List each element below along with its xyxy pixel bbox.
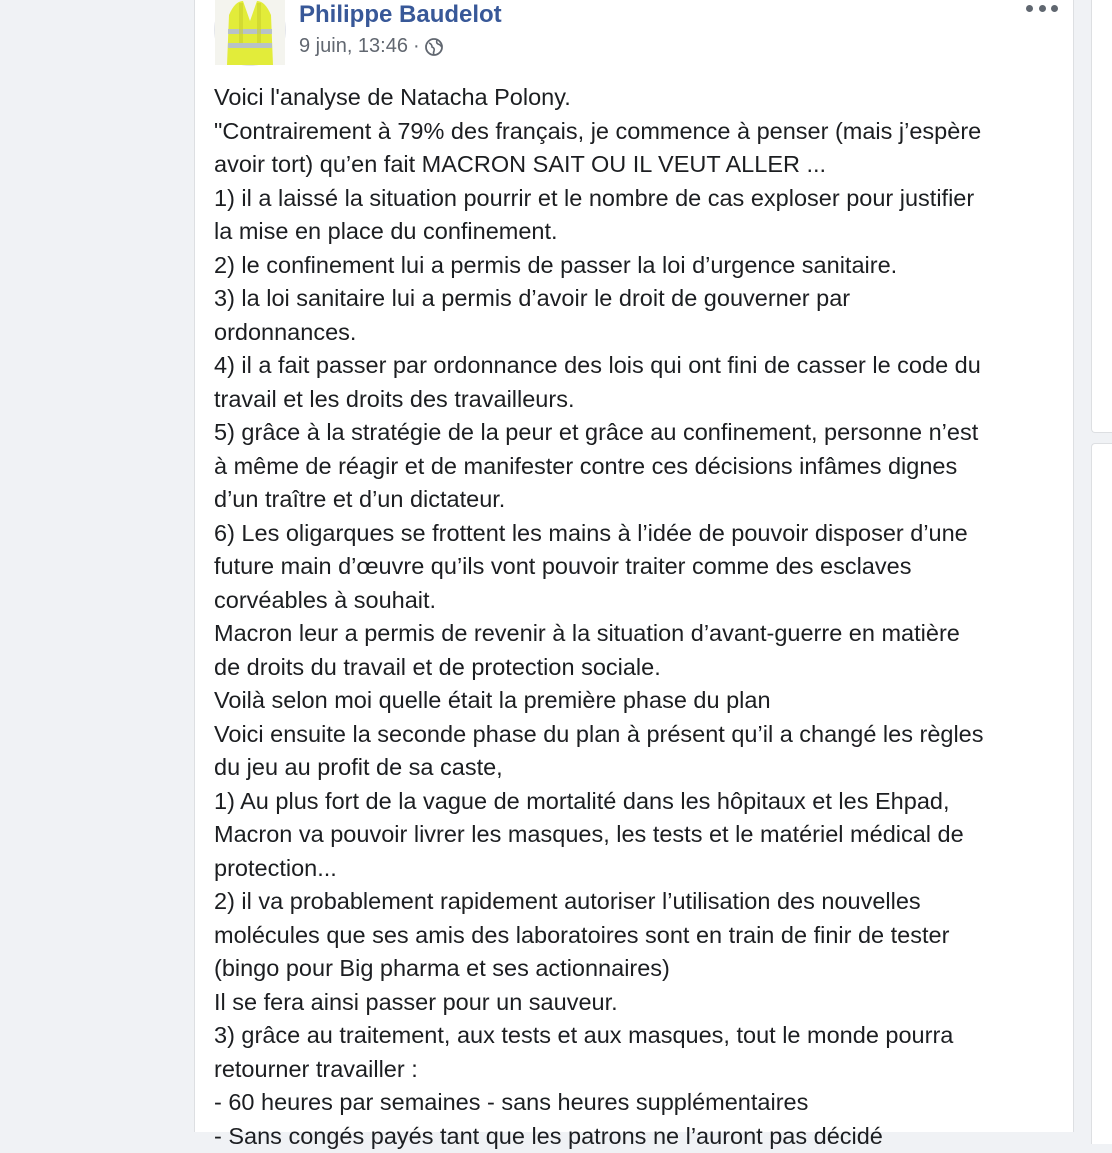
more-options-icon[interactable] [1026, 0, 1058, 16]
post-text-line: protection... [214, 852, 1064, 886]
post-text-line: d’un traître et d’un dictateur. [214, 483, 1064, 517]
globe-icon[interactable] [424, 37, 444, 57]
post-text-line: Macron va pouvoir livrer les masques, les tests et le matériel médical de [214, 818, 1064, 852]
post-text-line: 3) grâce au traitement, aux tests et aux masques, tout le monde pourra [214, 1019, 1064, 1053]
post-text-line: molécules que ses amis des laboratoires sont en train de finir de tester [214, 919, 1064, 953]
post-text-line: 1) Au plus fort de la vague de mortalité dans les hôpitaux et les Ehpad, [214, 785, 1064, 819]
post-text [214, 81, 1064, 1153]
post-text-line: 6) Les oligarques se frottent les mains à l’idée de pouvoir disposer d’une [214, 517, 1064, 551]
post-text-line: de droits du travail et de protection sociale. [214, 651, 1064, 685]
author-name[interactable]: Philippe Baudelot [299, 1, 502, 29]
post-text-line: ordonnances. [214, 316, 1064, 350]
post-text-line: à même de réagir et de manifester contre ces décisions infâmes dignes [214, 450, 1064, 484]
post-text-line: "Contrairement à 79% des français, je commence à penser (mais j’espère [214, 115, 1064, 149]
post-text-line: la mise en place du confinement. [214, 215, 1064, 249]
post-text-line: 1) il a laissé la situation pourrir et le nombre de cas exploser pour justifier [214, 182, 1064, 216]
side-panel-top [1091, 0, 1112, 433]
post-text-line: 3) la loi sanitaire lui a permis d’avoir le droit de gouverner par [214, 282, 1064, 316]
post-text-line: (bingo pour Big pharma et ses actionnaires) [214, 952, 1064, 986]
post-text-line: - 60 heures par semaines - sans heures supplémentaires [214, 1086, 1064, 1120]
post-text-line: du jeu au profit de sa caste, [214, 751, 1064, 785]
post-text-line: Voici l'analyse de Natacha Polony. [214, 81, 1064, 115]
more-dot [1051, 5, 1058, 12]
post-text-line: Macron leur a permis de revenir à la situation d’avant-guerre en matière [214, 617, 1064, 651]
post-text-line: travail et les droits des travailleurs. [214, 383, 1064, 417]
side-panel-bottom [1091, 443, 1112, 1144]
post-text-line: 4) il a fait passer par ordonnance des lois qui ont fini de casser le code du [214, 349, 1064, 383]
avatar[interactable] [214, 0, 286, 66]
more-dot [1026, 5, 1033, 12]
post-text-line: 2) il va probablement rapidement autoriser l’utilisation des nouvelles [214, 885, 1064, 919]
post-meta [299, 35, 444, 58]
post-text-line: 2) le confinement lui a permis de passer la loi d’urgence sanitaire. [214, 249, 1064, 283]
yellow-vest-avatar-icon [215, 0, 285, 65]
post-timestamp[interactable]: 9 juin, 13:46 [299, 35, 408, 58]
post-text-line: avoir tort) qu’en fait MACRON SAIT OU IL VEUT ALLER ... [214, 148, 1064, 182]
post-text-line: Voilà selon moi quelle était la première phase du plan [214, 684, 1064, 718]
meta-separator: · [413, 35, 420, 58]
post-text-line: Voici ensuite la seconde phase du plan à présent qu’il a changé les règles [214, 718, 1064, 752]
post-text-line: Il se fera ainsi passer pour un sauveur. [214, 986, 1064, 1020]
post-text-line: future main d’œuvre qu’ils vont pouvoir traiter comme des esclaves [214, 550, 1064, 584]
post-text-line: 5) grâce à la stratégie de la peur et grâce au confinement, personne n’est [214, 416, 1064, 450]
post-text-line: - Sans congés payés tant que les patrons ne l’auront pas décidé [214, 1120, 1064, 1153]
post-text-line: corvéables à souhait. [214, 584, 1064, 618]
post-text-line: retourner travailler : [214, 1053, 1064, 1087]
more-dot [1039, 5, 1046, 12]
